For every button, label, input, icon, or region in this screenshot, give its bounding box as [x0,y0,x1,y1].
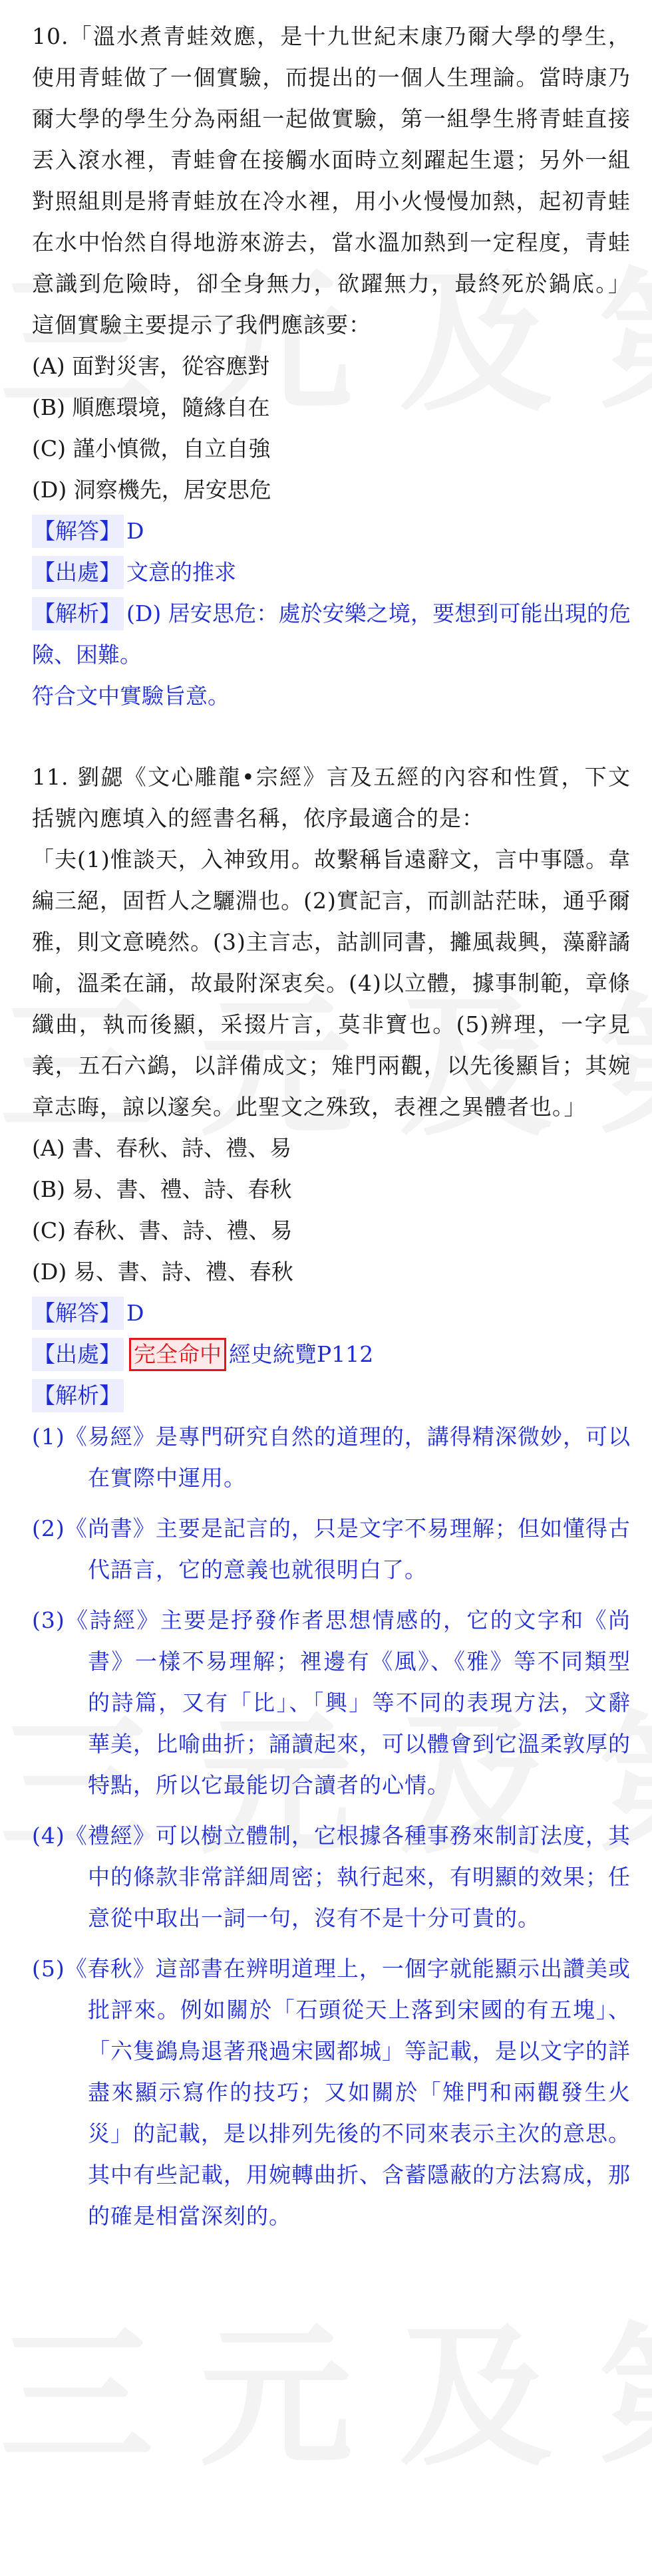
explanation-point-4: (4)《禮經》可以樹立體制，它根據各種事務來制訂法度，其中的條款非常詳細周密；執行起來，有明顯的效果；任意從中取出一詞一句，沒有不是十分可貴的。 [32,1823,631,1931]
document [32,16,631,2246]
answer-value: D [126,518,144,544]
question-11-stem: 11. 劉勰《文心雕龍•宗經》言及五經的內容和性質，下文括號內應填入的經書名稱，依序最適合的是： [32,764,631,831]
explanation-row [32,593,631,676]
option-b: (B) 順應環境，隨緣自在 [32,394,270,420]
source-row [32,1334,631,1375]
explanation-label: 【解析】 [32,1379,124,1412]
watermark [0,2274,652,2494]
answer-label: 【解答】 [32,1297,124,1330]
source-value: 經史統覽P112 [229,1341,374,1367]
answer-value: D [126,1300,144,1326]
option-a: (A) 書、春秋、詩、禮、易 [32,1135,292,1161]
explanation-label: 【解析】 [32,597,124,630]
question-10-stem: 10.「溫水煮青蛙效應，是十九世紀末康乃爾大學的學生，使用青蛙做了一個實驗，而提出的一個人生理論。當時康乃爾大學的學生分為兩組一起做實驗，第一組學生將青蛙直接丟入滾水裡，青蛙會在接觸水面時立刻躍起生還；另外一組對照組則是將青蛙放在冷水裡，用小火慢慢加熱，起初青蛙在水中怡然自得地游來游去，當水溫加熱到一定程度，青蛙意識到危險時，卻全身無力，欲躍無力，最終死於鍋底。」這個實驗主要提示了我們應該要： [32,23,631,338]
explanation-point-5: (5)《春秋》這部書在辨明道理上，一個字就能顯示出讚美或批評來。例如關於「石頭從天上落到宋國的有五塊」、「六隻鷁鳥退著飛過宋國都城」等記載，是以文字的詳盡來顯示寫作的技巧；又如關於「雉門和兩觀發生火災」的記載，是以排列先後的不同來表示主次的意思。其中有些記載，用婉轉曲折、含蓄隱蔽的方法寫成，那的確是相當深刻的。 [32,1956,631,2229]
source-label: 【出處】 [32,556,124,589]
source-value: 文意的推求 [126,559,236,585]
answer-row [32,1293,631,1334]
option-c: (C) 謹小慎微，自立自強 [32,436,271,461]
explanation-point-2: (2)《尚書》主要是記言的，只是文字不易理解；但如懂得古代語言，它的意義也就很明白了。 [32,1515,631,1583]
source-row [32,552,631,593]
explanation-text-2: 符合文中實驗旨意。 [32,683,230,709]
option-c: (C) 春秋、書、詩、禮、易 [32,1218,293,1243]
explanation-header [32,1375,631,1416]
full-hit-badge: 完全命中 [129,1338,226,1371]
explanation-point-1: (1)《易經》是專門研究自然的道理的，講得精深微妙，可以在實際中運用。 [32,1424,631,1491]
option-a: (A) 面對災害，從容應對 [32,353,270,379]
answer-label: 【解答】 [32,515,124,548]
question-11-quote: 「夫(1)惟談天，入神致用。故繫稱旨遠辭文，言中事隱。韋編三絕，固哲人之驪淵也。(2)實記言，而訓詁茫昧，通乎爾雅，則文意曉然。(3)主言志，詁訓同書，攡風裁興，藻辭譎喻，溫柔在誦，故最附深衷矣。(4)以立體，據事制範，章條纖曲，執而後顯，采掇片言，莫非寶也。(5)辨理，一字見義，五石六鷁，以詳備成文；雉門兩觀，以先後顯旨；其婉章志晦，諒以邃矣。此聖文之殊致，表裡之異體者也。」 [32,846,631,1120]
answer-row [32,511,631,552]
explanation-point-3: (3)《詩經》主要是抒發作者思想情感的，它的文字和《尚書》一樣不易理解；裡邊有《風》、《雅》等不同類型的詩篇，又有「比」、「興」等不同的表現方法，文辭華美，比喻曲折；誦讀起來，可以體會到它溫柔敦厚的特點，所以它最能切合讀者的心情。 [32,1607,631,1798]
option-d: (D) 易、書、詩、禮、春秋 [32,1259,293,1285]
explanation-text: (D) 居安思危：處於安樂之境，要想到可能出現的危險、困難。 [32,600,631,668]
option-b: (B) 易、書、禮、詩、春秋 [32,1176,292,1202]
option-d: (D) 洞察機先，居安思危 [32,477,271,503]
source-label: 【出處】 [32,1338,124,1371]
